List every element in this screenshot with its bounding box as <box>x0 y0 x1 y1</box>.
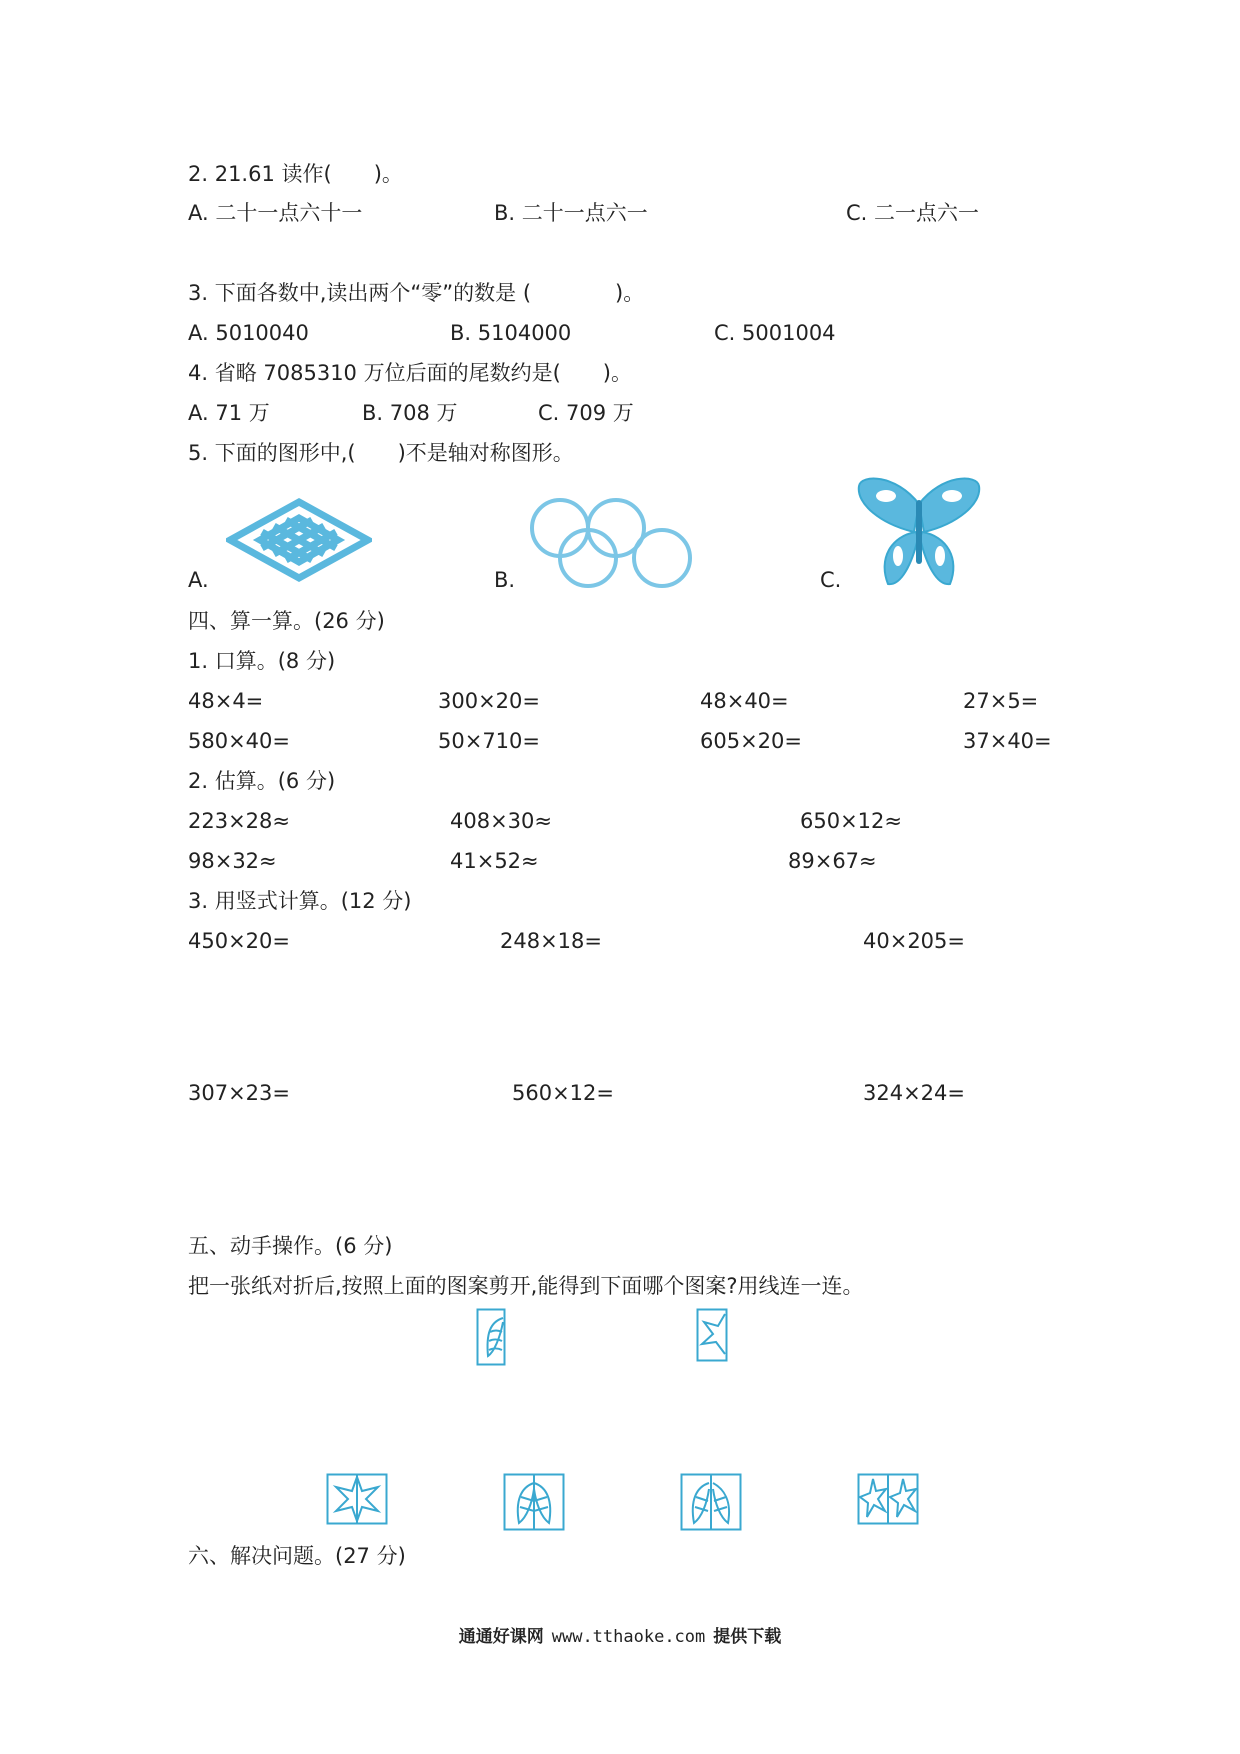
estimate-expr: 89×67≈ <box>788 849 877 873</box>
section-6-title: 六、解决问题。(27 分) <box>188 1544 406 1568</box>
section-4-part-2-title: 2. 估算。(6 分) <box>188 769 336 793</box>
question-2-option-a: A. 二十一点六十一 <box>188 201 363 225</box>
double-star-pattern-icon <box>857 1473 919 1525</box>
vertical-calc-expr: 248×18= <box>500 929 602 953</box>
top-pattern-star[interactable] <box>696 1308 728 1362</box>
footer-brand: 通通好课网 <box>458 1627 544 1647</box>
question-3-option-c: C. 5001004 <box>714 321 836 345</box>
estimate-expr: 98×32≈ <box>188 849 277 873</box>
footer-url[interactable]: www.tthaoke.com <box>551 1627 706 1647</box>
vertical-calc-expr: 560×12= <box>512 1081 614 1105</box>
question-5-option-b: B. <box>494 568 516 592</box>
section-4-part-3-title: 3. 用竖式计算。(12 分) <box>188 889 412 913</box>
mental-calc-expr: 580×40= <box>188 729 290 753</box>
question-5-stem: 5. 下面的图形中,( )不是轴对称图形。 <box>188 441 574 465</box>
vertical-calc-expr: 324×24= <box>863 1081 965 1105</box>
vertical-calc-expr: 40×205= <box>863 929 965 953</box>
mental-calc-expr: 50×710= <box>438 729 540 753</box>
vertical-calc-expr: 307×23= <box>188 1081 290 1105</box>
top-pattern-leaf[interactable] <box>476 1308 506 1366</box>
butterfly-icon <box>856 474 982 590</box>
leaf-half-pattern-icon <box>476 1308 506 1366</box>
question-2-option-c: C. 二一点六一 <box>846 201 980 225</box>
estimate-expr: 41×52≈ <box>450 849 539 873</box>
bottom-pattern-leaf-full[interactable] <box>503 1473 565 1531</box>
mental-calc-expr: 27×5= <box>963 689 1039 713</box>
question-3-option-a: A. 5010040 <box>188 321 309 345</box>
vertical-calc-expr: 450×20= <box>188 929 290 953</box>
footer <box>0 1626 1240 1648</box>
question-2-option-b: B. 二十一点六一 <box>494 201 648 225</box>
section-4-part-1-title: 1. 口算。(8 分) <box>188 649 336 673</box>
estimate-expr: 223×28≈ <box>188 809 290 833</box>
question-5-option-c: C. <box>820 568 842 592</box>
chinese-knot-icon <box>226 498 372 582</box>
mental-calc-expr: 300×20= <box>438 689 540 713</box>
bottom-pattern-leaf-split[interactable] <box>680 1473 742 1531</box>
interlocking-rings-icon <box>528 496 696 590</box>
estimate-expr: 650×12≈ <box>800 809 902 833</box>
leaf-full-pattern-icon <box>503 1473 565 1531</box>
bottom-pattern-star-full[interactable] <box>326 1473 388 1525</box>
butterfly-figure <box>856 474 982 590</box>
question-5-option-a: A. <box>188 568 209 592</box>
estimate-expr: 408×30≈ <box>450 809 552 833</box>
leaf-split-pattern-icon <box>680 1473 742 1531</box>
mental-calc-expr: 48×4= <box>188 689 264 713</box>
question-4-stem: 4. 省略 7085310 万位后面的尾数约是( )。 <box>188 361 632 385</box>
section-5-instruction: 把一张纸对折后,按照上面的图案剪开,能得到下面哪个图案?用线连一连。 <box>188 1274 864 1298</box>
star-half-pattern-icon <box>696 1308 728 1362</box>
chinese-knot-figure <box>226 498 372 582</box>
mental-calc-expr: 605×20= <box>700 729 802 753</box>
question-4-option-a: A. 71 万 <box>188 401 270 425</box>
question-4-option-c: C. 709 万 <box>538 401 634 425</box>
section-4-title: 四、算一算。(26 分) <box>188 609 385 633</box>
mental-calc-expr: 37×40= <box>963 729 1052 753</box>
question-2-stem: 2. 21.61 读作( )。 <box>188 162 403 186</box>
footer-suffix: 提供下载 <box>713 1627 782 1647</box>
question-4-option-b: B. 708 万 <box>362 401 458 425</box>
mental-calc-expr: 48×40= <box>700 689 789 713</box>
bottom-pattern-double-star[interactable] <box>857 1473 919 1525</box>
question-3-stem: 3. 下面各数中,读出两个“零”的数是 ( )。 <box>188 281 645 305</box>
section-5-title: 五、动手操作。(6 分) <box>188 1234 393 1258</box>
question-3-option-b: B. 5104000 <box>450 321 572 345</box>
interlocking-rings-figure <box>528 496 696 590</box>
star-full-pattern-icon <box>326 1473 388 1525</box>
